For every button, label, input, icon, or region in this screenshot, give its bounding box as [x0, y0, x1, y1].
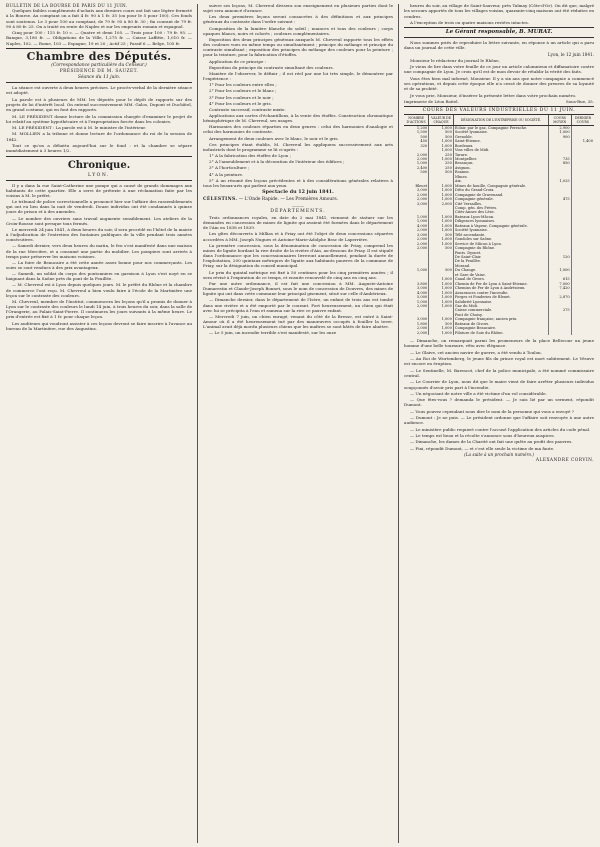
chevreul-list-item: 1° A la fabrication des étoffes de Lyon ; — [209, 153, 291, 159]
chevreul-list-item: 3° Pour les couleurs et le noir ; — [209, 94, 274, 100]
chevreul-paragraph: Contraste successif, contraste mixte. — [209, 106, 286, 112]
cours-cell: 3,000 — [404, 188, 429, 192]
cours-cell: Saint-Étienne. — [453, 139, 548, 143]
cours-cell: 1,000 — [429, 237, 454, 241]
cours-table-body — [404, 125, 594, 335]
cours-cell: 1,000 — [429, 295, 454, 299]
department-paragraph: Le prix du quintal métrique est fixé à 50 centimes pour les cinq premières années ; il sera révisé à l'expiration de ce temps, et ensuite renouvelé de cinq ans en cinq ans. — [203, 269, 393, 280]
cours-header-cell: VALEUR DE CHAQUE — [429, 115, 454, 126]
chevreul-paragraph: Les deux premières leçons seront consacrées à des définitions et aux principes généraux du contraste dans l'ordre suivant : — [203, 14, 393, 25]
cours-cell: Caisse commerciale. — [453, 308, 548, 312]
cours-cell: Morand. — [453, 264, 548, 268]
column-1 — [6, 0, 192, 847]
cours-cell: Ditto du Grand-Croix. — [453, 188, 548, 192]
cours-cell: Bateaux à Vapeur, Compagnie générale. — [453, 224, 548, 228]
feuilleton-paragraph: — Dimanche, les dames de la Charité ont fait une quête au profit des pauvres. — [410, 439, 573, 445]
chronique-place: LYON. — [88, 172, 110, 178]
cours-cell: Avignon. — [453, 166, 548, 170]
cours-cell: 2,870 — [548, 295, 571, 299]
chronique-paragraph: — M. Chevreul est à Lyon depuis quelques jours. M. le préfet du Rhône et la chambre de commerce l'ont reçu. M. Chevreul a bien voulu faire à l'école de la Martinière une leçon sur le contraste des couleurs. — [6, 282, 192, 298]
cours-cell: Télé ascendante. — [453, 233, 548, 237]
author-signature: ALEXANDRE CORVIN. — [535, 457, 594, 463]
deputies-title: Chambre des Députés. — [26, 50, 172, 64]
cours-cell: De Saint-Clair. — [453, 255, 548, 259]
bourse-paragraph: Quelques faibles compléments d'achats aux derniers cours ont fait une légère fermeté à la Bourse. Au comptant on a fait 4 fr. 90 à 1 fr. 35 (ou pour le 5 pour 100). Ces fonds sont soutenus. Le 3 pour 100 au comptant, de 79 fr. 95 à 80 fr. 30 ; fin courant de 79 fr. 90 à 80 fr. 25. On a traité en rente de Naples et sur les emprunts romain et espagnol. — [6, 8, 192, 29]
cours-cell: Canal de Givors. — [453, 277, 548, 281]
chevreul-list-item: 3° A l'horticulture ; — [209, 165, 250, 171]
imprint-line — [404, 99, 594, 104]
feuilleton-paragraph: — Le temps est beau et la récolte s'annonce sous d'heureux auspices. — [410, 432, 555, 438]
chronique-paragraph: Il y a dans la rue Saint-Catherine une pompe qui a causé de grands dommages aux habitants de cette quartier. Elle a servi de prétexte à une réclamation faite par les voisins à M. le préfet. — [6, 182, 192, 198]
departments-heading: DÉPARTEMENTS. — [270, 209, 326, 214]
feuilleton-paragraph: — Que êtes-vous ? demanda le président. — Je suis lié par un serment, répondit Dumont. — [404, 397, 594, 408]
cours-cell: 500 — [429, 170, 454, 174]
feuilleton-paragraph: — Un négociant de notre ville a été victime d'un vol considérable. — [410, 390, 547, 396]
feuilleton-paragraph: — Dumont : Je ne puis. — Le président ordonne que l'affaire soit renvoyée à une autre audience. — [404, 415, 594, 426]
cours-cell: Bateaux de Givors. — [453, 322, 548, 326]
chevreul-list-item: 2° Pour les couleurs et le blanc ; — [209, 88, 277, 94]
cours-cell: 1,000 — [404, 300, 429, 304]
chevreul-paragraph: Exposition du principe du contraste simultané des couleurs. — [209, 64, 334, 70]
cours-cell: 2,000 — [404, 193, 429, 197]
letter-date: Lyon, le 12 juin 1841. — [547, 51, 594, 57]
cours-cell: Montpellier. — [453, 157, 548, 161]
cours-cell: 250 — [429, 161, 454, 165]
cours-cell: Comp. gén. des Frères. — [453, 206, 548, 210]
cours-cell: 1,000 — [429, 317, 454, 321]
cours-cell: 2,000 — [404, 326, 429, 330]
cours-cell: Service de Mâcon à Lyon. — [453, 242, 548, 246]
column-divider — [197, 4, 198, 843]
cours-cell: 900 — [548, 135, 571, 139]
cours-cell: 1,800 — [404, 322, 429, 326]
cours-cell: 1,000 — [429, 277, 454, 281]
cours-cell: 1,000 — [429, 304, 454, 308]
cours-cell: 2,400 — [404, 166, 429, 170]
deputies-paragraph: Tout ce qu'on a débattu aujourd'hui sur le fond : et la chambre se sépare immédiatement à 3 heures 1/2. — [6, 143, 192, 154]
cours-cell: 2,000 — [404, 304, 429, 308]
cours-cell: Éclair. par le gaz, Compagnie Perrache. — [453, 125, 548, 130]
cours-cell: 1,000 — [429, 326, 454, 330]
feuilleton-paragraph: — Le ministère public requiert contre l'accusé l'application des articles du code pénal. — [410, 426, 591, 432]
spectacle-heading: Spectacle du 12 juin 1841. — [262, 189, 334, 195]
cours-header-cell: NOMBRE D'ACTIONS — [404, 115, 429, 126]
deputies-paragraph: La séance est ouverte à deux heures précises. Le procès-verbal de la dernière séance est adopté. — [6, 85, 192, 96]
cours-cell: 500 — [404, 170, 429, 174]
cours-cell: 2,000 — [404, 237, 429, 241]
chevreul-paragraph: Application de ce principe : — [209, 58, 267, 64]
cours-cell: Bateaux Lyon-Mâcon. — [453, 215, 548, 219]
department-paragraph: La première concession, sous la dénomination de concession de Priay, comprend les mines de lignite bordant la rive droite de la rivière d'Ain, au-dessous de Priay. Il est stipulé dans l'ordonnance que les concessionnaires livreront annuellement, pendant la durée de l'exploitation, 200 quintaux métriques de lignite aux habitants pauvres de la commune de Priay, sur la désignation du conseil municipal. — [203, 242, 393, 269]
cours-cell: 1,000 — [429, 144, 454, 148]
cours-cell: 250 — [429, 153, 454, 157]
cours-cell: 1,000 — [404, 219, 429, 223]
cours-cell: 2,000 — [404, 157, 429, 161]
cours-row — [404, 331, 594, 335]
cours-cell: 320 — [404, 144, 429, 148]
cours-cell: 735 — [548, 157, 571, 161]
cours-cell — [548, 331, 571, 335]
cours-cell: Bordeaux. — [453, 144, 548, 148]
chronique-title: Chronique. — [67, 159, 131, 171]
cours-cell: 1,000 — [429, 193, 454, 197]
chevreul-paragraph: Applications aux cartes d'échantillons, à la vente des étoffes. Construction chromatique hémisphérique de M. Chevreul, ses usages. — [203, 112, 393, 124]
cours-cell: Assurances contre l'incendie. — [453, 291, 548, 295]
cours-cell: De la Feuillée. — [453, 259, 548, 263]
department-paragraph: — Mercredi 7 juin, un chien enragé, venant du côté de la Bresse, est entré à Saint-Amour où il a été heureusement tué par des manœuvres occupés à fouiller la terre. L'animal avait déjà mordu plusieurs chiens que les maîtres se sont hâtés de faire abattre. — [203, 313, 393, 330]
cours-cell: Société lyonnaise. — [453, 130, 548, 134]
cours-header-cell: DERNIER COURS — [571, 115, 594, 126]
cours-cell: 275 — [548, 308, 571, 312]
cours-header-cell: COURS MOYEN — [548, 115, 571, 126]
cours-cell: Nîmes. — [453, 175, 548, 179]
imprint-left: Imprimerie de Léon Boitel. — [404, 98, 459, 104]
news-paragraph: A l'exception de trois ou quatre maisons restées intactes. — [410, 19, 530, 25]
cours-cell: 1,200 — [404, 125, 429, 130]
notice-paragraph: Nous sommes priés de reproduire la lettre suivante, en réponse à un article qui a paru dans un journal de cette ville. — [404, 40, 594, 51]
imprint-right: Sous-Rue, 35. — [566, 98, 594, 104]
cours-cell: 615 — [548, 277, 571, 281]
cours-title: COURS DES VALEURS INDUSTRIELLES DU 11 JUIN. — [404, 106, 594, 115]
cours-cell: 1,500 — [404, 130, 429, 134]
chronique-paragraph: — Samedi dernier, vers deux heures du matin, le feu s'est manifesté dans une maison de la rue Mercière, et a consumé une partie du mobilier. Les pompiers sont arrivés à temps pour préserver les maisons voisines. — [6, 243, 192, 259]
feuilleton-paragraph: — Le Sentinelle, M. Barracot, chef de la police municipale, a été nommé commissaire central. — [404, 367, 594, 378]
cours-cell: 4,000 — [404, 224, 429, 228]
cours-cell: 1,000 — [429, 188, 454, 192]
chronique-paragraph: Le tribunal de police correctionnelle a prononcé hier sur l'affaire des rassemblements qui ont eu lieu dans la nuit de vendredi. Douze individus ont été condamnés à quinze jours de prison et à des amendes. — [6, 199, 192, 215]
cours-cell: Bleuet — [404, 184, 429, 188]
chevreul-paragraph: Manière de l'observer, le définir ; il est réel par une loi très simple, le démontrer par l'expérience : — [203, 70, 393, 82]
gerant-line: Le Gérant responsable, B. MURAT. — [404, 27, 594, 38]
letter-paragraph: Je vous prie, Monsieur, d'insérer la présente lettre dans votre prochain numéro. — [410, 92, 577, 98]
cours-cell: 2,000 — [404, 242, 429, 246]
cours-cell: Chemin de Fer de Lyon à Saint-Étienne. — [453, 282, 548, 286]
cours-cell: Roanne. — [453, 170, 548, 174]
cours-table — [404, 115, 594, 335]
cours-cell: et Gare de Vaise. — [453, 273, 548, 277]
cours-cell: 500 — [404, 135, 429, 139]
cours-cell: Gondoles sur Saône. — [453, 237, 548, 241]
cours-cell: 1,000 — [429, 184, 454, 188]
deputies-presidence: PRÉSIDENCE DE M. SAUZET. — [59, 69, 139, 75]
cours-cell: 500 — [429, 130, 454, 134]
feuilleton-paragraph: — Fini, répondit Dumont, — et c'est elle seule la victime de ma faute. — [410, 445, 555, 451]
cours-cell: Cité Versailles. — [453, 202, 548, 206]
chronique-paragraph: — Samedi, un soldat du corps des pontonniers en garnison à Lyon s'est noyé en se baignant dans la Saône près du pont de la Feuillée. — [6, 271, 192, 282]
feuilleton-paragraph: — Vous pouvez cependant nous dire le nom de la personne qui vous a envoyé ? — [410, 408, 574, 414]
cours-cell: 1,000 — [404, 215, 429, 219]
cours-cell: 3,000 — [404, 286, 429, 290]
chevreul-paragraph: Exposition des deux principes généraux auxquels M. Chevreul rapporte tous les effets des couleurs vues en même temps ou simultanément ; principe du mélange et principe du contraste simultané ; exposition des principes du mélange des couleurs pour la peinture ; pour la teinture, pour la fabrication d'étoffes. — [203, 36, 393, 58]
cours-cell: 1,000 — [429, 224, 454, 228]
cours-cell: 1,000 — [429, 197, 454, 201]
cours-cell: 1,025 — [548, 179, 571, 183]
column-2 — [203, 0, 393, 847]
separator: ——— — [292, 203, 304, 208]
column-divider — [398, 4, 399, 843]
cours-cell: Société lyonnaise. — [453, 228, 548, 232]
news-paragraph: heures du soir, au village de Saint-Sauveur, près Talmay (Côte-d'Or). On dit que, malgré les secours apportés de tous les villages voisins, quarante-cinq maisons ont été réduites en cendres. — [404, 3, 594, 19]
chevreul-paragraph: Arrangement de deux couleurs avec le blanc, le noir et le gris. — [209, 135, 339, 141]
deputies-paragraph: M. MOLLIEN a la tribune et donne lecture de l'ordonnance du roi de la session de 1842. — [6, 131, 192, 142]
deputies-paragraph: M. LE PRÉSIDENT : La parole est à M. le ministre de l'intérieur. — [12, 125, 147, 131]
cours-header-cell: DÉSIGNATION DE L'ENTREPRISE OU SOCIÉTÉ. — [453, 115, 548, 126]
cours-cell: Filature de Soie du Rhône. — [453, 331, 548, 335]
continuation-note: (La suite à un prochain numéro.) — [464, 451, 534, 457]
chevreul-paragraph: Ces principes étant établis, M. Chevreul les appliquera successivement aux arts industriels dont le programme se lit ci-après : — [203, 141, 393, 152]
cours-cell: 120 — [548, 255, 571, 259]
cours-cell: 5,000 — [404, 295, 429, 299]
letter-paragraph: Vous êtes bien mal informé, Monsieur. Il y a six ans que notre compagnie a commencé ses opérations, et depuis cette époque elle n'a cessé de donner des preuves de sa loyauté et de sa probité. — [404, 75, 594, 92]
cours-cell: 2,000 — [404, 153, 429, 157]
department-paragraph: Les gîtes découverts à Millias et à Priay ont été l'objet de deux concessions séparées accordées à MM. Joseph Nugues et Antoine-Marie-Adolphe Brac de Laperrière. — [203, 231, 393, 242]
deputies-seance: Séance du 11 juin. — [77, 75, 121, 81]
letter-paragraph: Monsieur le rédacteur du journal le Rhône, — [410, 57, 500, 63]
cours-cell: 2,000 — [404, 331, 429, 335]
feuilleton-paragraph: — Dimanche, on remarquait parmi les promeneurs de la place Bellecour un jeune homme d'une belle tournure, vêtu avec élégance. — [404, 338, 594, 349]
deputies-section-header — [6, 48, 192, 83]
cours-cell: 1,000 — [429, 157, 454, 161]
cours-cell: 4,000 — [404, 291, 429, 295]
cours-cell: 1,000 — [429, 331, 454, 335]
chevreul-list-item: 1° Pour les couleurs entre elles ; — [209, 82, 277, 88]
cours-cell: 2,000 — [429, 202, 454, 206]
chronique-section-header — [6, 156, 192, 181]
cours-cell: Gaz du Midi. — [453, 304, 548, 308]
cours-cell: Chemins de Fer de Lyon à Andrézieux. — [453, 286, 548, 290]
cours-cell: Tarare. — [453, 153, 548, 157]
cours-cell: Diligences lyonnaises. — [453, 219, 548, 223]
cours-cell: 1,000 — [404, 268, 429, 272]
cours-cell: 3,000 — [404, 233, 429, 237]
chronique-paragraph: Le mercredi 24 juin 1841, à deux heures du soir, il sera procédé en l'hôtel de la mairie à l'adjudication de l'entretien des fontaines publiques de la ville pendant trois années consécutives. — [6, 226, 192, 243]
department-paragraph: — Le 5 juin, un incendie terrible s'est manifesté, sur les onze — [209, 330, 337, 336]
cours-cell: 3,000 — [404, 202, 429, 206]
cours-cell: 500 — [429, 268, 454, 272]
cours-cell: Salubrité Lyonnaise. — [453, 300, 548, 304]
column-3 — [404, 0, 594, 847]
cours-cell: 1,000 — [429, 125, 454, 130]
cours-cell — [571, 331, 594, 335]
cours-cell: 1,000 — [429, 228, 454, 232]
chronique-paragraph: — La foire de Beaucaire a été cette année assez bonne pour nos commerçants. Les soies se sont vendues à des prix avantageux. — [6, 259, 192, 270]
cours-cell: 1,000 — [429, 286, 454, 290]
cours-cell: 500 — [429, 233, 454, 237]
cours-cell: Compagnie du Rhône. — [453, 246, 548, 250]
cours-cell: 3,000 — [404, 317, 429, 321]
cours-cell: Ponts. Dyonet. — [453, 251, 548, 255]
cours-cell: 1,000 — [429, 300, 454, 304]
cours-cell: 500 — [429, 322, 454, 326]
cours-header-row — [404, 115, 594, 126]
cours-cell: 2,000 — [404, 197, 429, 201]
cours-cell: 1,000 — [429, 219, 454, 223]
cours-cell: Cités-Annes des Lèze. — [453, 210, 548, 214]
cours-cell: 7,000 — [548, 282, 571, 286]
chevreul-paragraph: suivre ses leçons, M. Chevreul divisera son enseignement en plusieurs parties dont le sujet sera annoncé d'avance. — [203, 3, 393, 14]
deputies-subtitle: (Correspondance particulière du Censeur.) — [51, 63, 147, 69]
cours-cell: 1,000 — [548, 130, 571, 134]
cours-cell: 1,000 — [429, 139, 454, 143]
chevreul-paragraph: Composition de la lumière blanche du soleil ; nuances et tons des couleurs ; corps opaques blancs, noirs et colorés ; couleurs complémentaires. — [203, 25, 393, 36]
cours-cell: Compagnie générale. — [453, 197, 548, 201]
cours-cell: Aix. — [453, 179, 548, 183]
cours-cell: Compagnie française, ancien prix. — [453, 317, 548, 321]
cours-cell: 500 — [429, 246, 454, 250]
cours-cell: 1,000 — [429, 282, 454, 286]
department-paragraph: Par une autre ordonnance, il est fait une concession à MM. Auguste-Antoine Dumarestin et Claude-Joseph Bonnet, sous le nom de concession de Douvres, des mines de lignite qui ont dans cette commune leur principal gisement, situé sur celle d'Ambérieux. — [203, 280, 393, 297]
letter-paragraph: Je viens de lire dans votre feuille de ce jour un article calomnieux et diffamatoire contre une compagnie de Lyon. Je crois qu'il est de mon devoir de rétablir la vérité des faits. — [404, 64, 594, 75]
cours-cell: Mines de houille, Compagnie générale. — [453, 184, 548, 188]
chevreul-list-item: 2° A l'ameublement et à la décoration de l'intérieur des édifices ; — [209, 159, 345, 165]
cours-cell: 850 — [548, 161, 571, 165]
cours-cell: Forges et Fonderies de Bleuet. — [453, 295, 548, 299]
theatre-name: CÉLESTINS. — [203, 197, 238, 202]
cours-cell: Pont de Choisy. — [453, 313, 548, 317]
chevreul-list-item: 4° A la peinture. — [209, 171, 244, 177]
cours-cell: 1,400 — [582, 139, 593, 144]
cours-cell: 1,000 — [429, 215, 454, 219]
cours-cell: 450 — [404, 139, 429, 143]
cours-cell: 2,900 — [548, 125, 571, 130]
cours-cell: 2,000 — [404, 228, 429, 232]
theatre-program: — L'Onde Rapide. — Les Premières Amours. — [238, 197, 338, 202]
chevreul-paragraph: Harmonies des couleurs réparties en deux genres : celui des harmonies d'analogie et celui des harmonies de contraste. — [203, 124, 393, 135]
bourse-bulletin-heading: BULLETIN DE LA BOURSE DE PARIS DU 11 JUIN. — [6, 3, 128, 8]
cours-cell: 1,000 — [429, 148, 454, 152]
chronique-paragraph: — Le nombre des ouvriers sans travail augmente sensiblement. Les ateliers de la Croix-Rousse sont presque tous fermés. — [6, 215, 192, 226]
department-paragraph: Trois ordonnances royales, en date du 2 mai 1841, viennent de statuer sur les demandes en concession de mines de lignite qui avaient été formées dans le département de l'Ain en 1838 et 1839. — [203, 215, 393, 231]
cours-cell: Du Change. — [453, 268, 548, 272]
cours-cell: 250 — [429, 166, 454, 170]
feuilleton-paragraph: — Le Glaive, cet ancien navire de guerre, a été vendu à Toulon. — [410, 349, 542, 355]
cours-cell: 500 — [429, 135, 454, 139]
cours-cell: 475 — [548, 197, 571, 201]
cours-cell: 1,000 — [429, 242, 454, 246]
chevreul-list-item: 4° Pour les couleurs et le gris. — [209, 100, 272, 106]
cours-cell: 1,000 — [548, 268, 571, 272]
cours-cell: 1,000 — [404, 161, 429, 165]
department-paragraph: — Dimanche dernier, dans le département de l'Isère, un enfant de trois ans est tombé dans une rivière et a été emporté par le courant. Fort heureusement, un chien qui était avec lui se précipita à l'eau et ramena sur la rive ce pauvre enfant. — [203, 297, 393, 313]
feuilleton-paragraph: — Au Roi de Wurtemberg, le jeune fils du prince royal est mort subitement. Le Vésuve est encore en éruption. — [404, 356, 594, 367]
feuilleton-paragraph: — Le Courrier de Lyon, nous dit que le maire vient de faire arrêter plusieurs individus soupçonnés d'avoir pris part à l'incendie. — [404, 379, 594, 390]
cours-cell: Grenoble. — [453, 135, 548, 139]
deputies-paragraph: La parole est à plusieurs de MM. les députés pour le dépôt de rapports sur des projets de loi d'intérêt local. On entend successivement MM. Galos, Dupont et Duchâtel, en grand costume, qui en font des rapports. — [6, 96, 192, 113]
cours-cell: Compagnie Beaucaire. — [453, 326, 548, 330]
bourse-paragraph: Cinq pour 100 : 115 fr. 10 c. — Quatre et demi 105. — Trois pour 100 : 79 fr. 95. — Banque, 3,180 fr. — Obligations de la Ville, 1,275 fr. — Caisse Laffitte, 1,010 fr. — Naples, 102. — Rome, 103 — Espagne, 19 et 20 ; Actif 25 ; Passif 6 — Belge, 105 fr. — [6, 30, 192, 46]
cours-cell: 7,420 — [548, 286, 571, 290]
chronique-paragraph: M. Chevreul, membre de l'Institut, commencera les leçons qu'il a promis de donner à Lyon sur le contraste des couleurs le lundi 14 juin, à trois heures du soir, dans la salle de l'Orangerie, au Palais-Saint-Pierre. Il continuera les jours suivants à la même heure. Le prix d'entrée est fixé à 1 fr. pour chaque leçon. — [6, 298, 192, 320]
deputies-paragraph: M. LE PRÉSIDENT donne lecture de la commission chargée d'examiner le projet de loi relatif au système hypothécaire et à l'expropriation forcée dans les colonies. — [6, 113, 192, 124]
chevreul-list-item: 5° A un résumé des leçons précédentes et à des considérations générales relatives à tous les beaux-arts qui parlent aux yeux. — [203, 177, 393, 188]
cours-cell: Vins villes de Midi. — [453, 148, 548, 152]
chronique-paragraph: Les auditeurs qui voudront assister à ces leçons devront se faire inscrire à l'avance au bureau de la Martinière, rue des Augustins. — [6, 320, 192, 331]
cours-cell: 2,000 — [404, 246, 429, 250]
cours-cell: Besançon. — [453, 161, 548, 165]
cours-cell: Compagnie de Gravenand. — [453, 193, 548, 197]
cours-cell: 3,800 — [404, 282, 429, 286]
cours-cell: 1,000 — [429, 291, 454, 295]
